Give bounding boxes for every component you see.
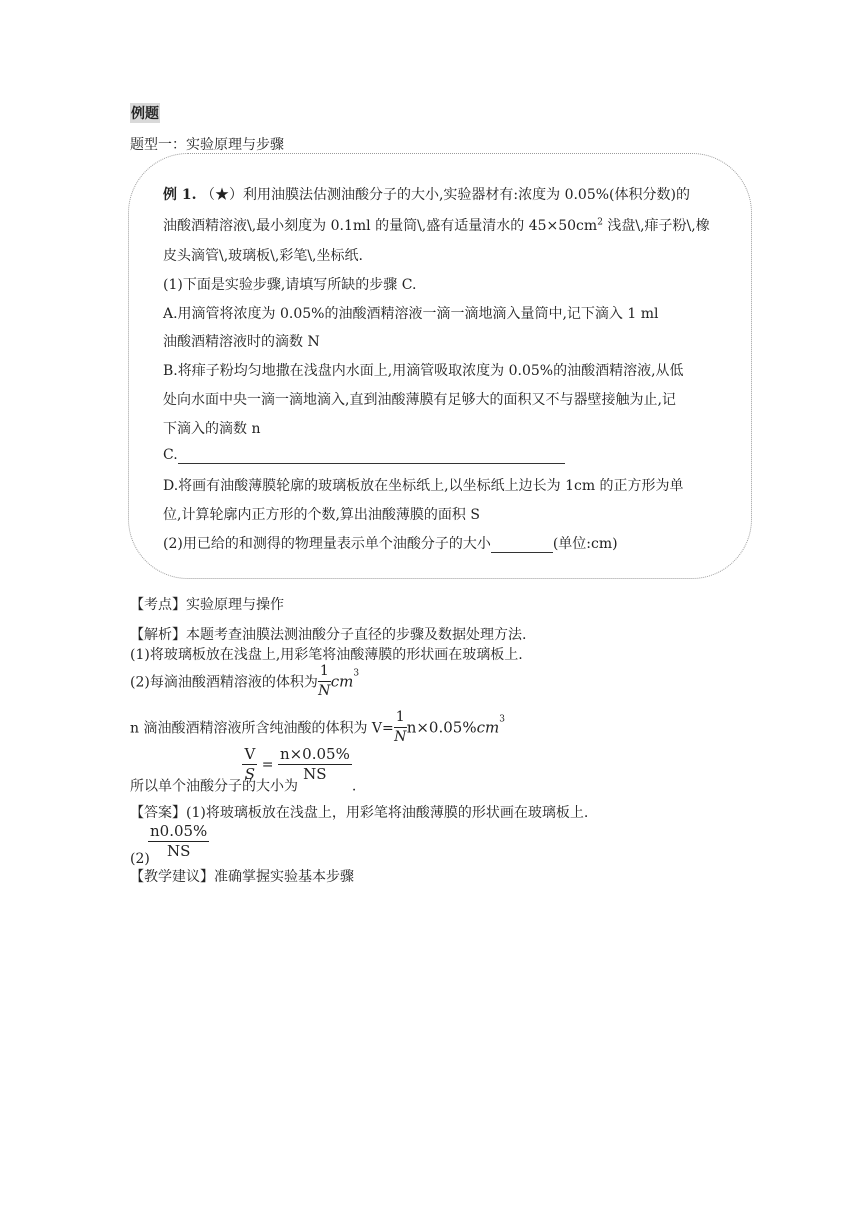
example-text-1: 利用油膜法估测油酸分子的大小,实验器材有:浓度为 0.05%(体积分数)的: [242, 187, 690, 203]
fraction-denominator: NS: [303, 765, 327, 783]
answer-2-label: (2): [130, 851, 150, 867]
question-2-blank[interactable]: [491, 536, 553, 553]
unit-cm: cm: [330, 672, 354, 691]
equals-sign: =: [261, 756, 274, 773]
fraction-denominator: N: [394, 729, 407, 745]
star-marker: （★）: [200, 187, 243, 203]
fraction-1-over-n-2: [394, 708, 407, 747]
step-3-expression: n×0.05%: [406, 718, 477, 737]
section-heading: 例题: [130, 103, 160, 123]
step-2-text: (2)每滴油酸酒精溶液的体积为: [130, 674, 318, 691]
fraction-v-over-s: [242, 745, 257, 784]
step-b-line-3: 下滴入的滴数 n: [163, 421, 261, 437]
step-a-line-2: 油酸酒精溶液时的滴数 N: [163, 334, 320, 350]
period: .: [351, 778, 357, 795]
fraction-denominator: N: [318, 683, 331, 699]
analysis-step-4: [130, 745, 357, 796]
question-1: (1)下面是实验步骤,请填写所缺的步骤 C.: [163, 277, 417, 293]
superscript-2: 2: [597, 217, 603, 228]
fraction-numerator: 1: [394, 708, 407, 728]
analysis-step-3: [130, 708, 505, 747]
step-c-label: C.: [163, 447, 178, 463]
unit-exponent: 3: [353, 668, 360, 679]
analysis-step-2: [130, 662, 359, 701]
fraction-numerator: 1: [318, 662, 331, 682]
answer-line-1: 【答案】(1)将玻璃板放在浅盘上，用彩笔将油酸薄膜的形状画在玻璃板上.: [130, 805, 589, 821]
example-line-1: [163, 184, 690, 204]
fraction-denominator: S: [244, 765, 256, 783]
step-d-line-2: 位,计算轮廓内正方形的个数,算出油酸薄膜的面积 S: [163, 507, 480, 523]
step-b-line-1: B.将痱子粉均匀地撒在浅盘内水面上,用滴管吸取浓度为 0.05%的油酸酒精溶液,从低: [163, 363, 684, 379]
jiexi-line: 【解析】本题考查油膜法测油酸分子直径的步骤及数据处理方法.: [130, 627, 527, 643]
step-c-blank[interactable]: [178, 447, 565, 464]
answer-fraction: [148, 822, 209, 861]
fraction-numerator: n×0.05%: [279, 745, 350, 763]
fraction-denominator: NS: [166, 842, 191, 860]
analysis-step-1: (1)将玻璃板放在浅盘上,用彩笔将油酸薄膜的形状画在玻璃板上.: [130, 647, 523, 663]
step-a-line-1: A.用滴管将浓度为 0.05%的油酸酒精溶液一滴一滴地滴入量筒中,记下滴入 1 ml: [163, 306, 659, 322]
example-label: 例 1.: [163, 187, 197, 203]
teaching-suggestion: 【教学建议】准确掌握实验基本步骤: [130, 869, 354, 885]
example-text-2b: 浅盘\,痱子粉\,橡: [602, 218, 710, 234]
fraction-result: [278, 745, 352, 784]
unit-cm: cm: [476, 718, 500, 737]
fraction-answer: [148, 822, 209, 861]
question-2: [163, 533, 618, 553]
fraction-numerator: n0.05%: [150, 822, 208, 840]
step-4-text: 所以单个油酸分子的大小为: [130, 778, 298, 795]
step-c-line: [163, 447, 565, 464]
question-type-title: 题型一：实验原理与步骤: [130, 137, 284, 153]
step-3-text: n 滴油酸酒精溶液所含纯油酸的体积为 V=: [130, 720, 394, 737]
step-d-line-1: D.将画有油酸薄膜轮廓的玻璃板放在坐标纸上,以坐标纸上边长为 1cm 的正方形为单: [163, 478, 684, 494]
example-line-3: 皮头滴管\,玻璃板\,彩笔\,坐标纸.: [163, 248, 363, 264]
example-line-2: [163, 215, 710, 235]
fraction-numerator: V: [244, 745, 256, 763]
question-2-text: (2)用已给的和测得的物理量表示单个油酸分子的大小: [163, 536, 491, 552]
question-2-unit: (单位:cm): [552, 536, 618, 552]
kaodian-line: 【考点】实验原理与操作: [130, 597, 284, 613]
step-b-line-2: 处向水面中央一滴一滴地滴入,直到油酸薄膜有足够大的面积又不与器壁接触为止,记: [163, 392, 676, 408]
fraction-1-over-n: [318, 662, 331, 701]
example-text-2a: 油酸酒精溶液\,最小刻度为 0.1ml 的量筒\,盛有适量清水的 45×50cm: [163, 218, 598, 234]
unit-exponent: 3: [499, 714, 505, 725]
